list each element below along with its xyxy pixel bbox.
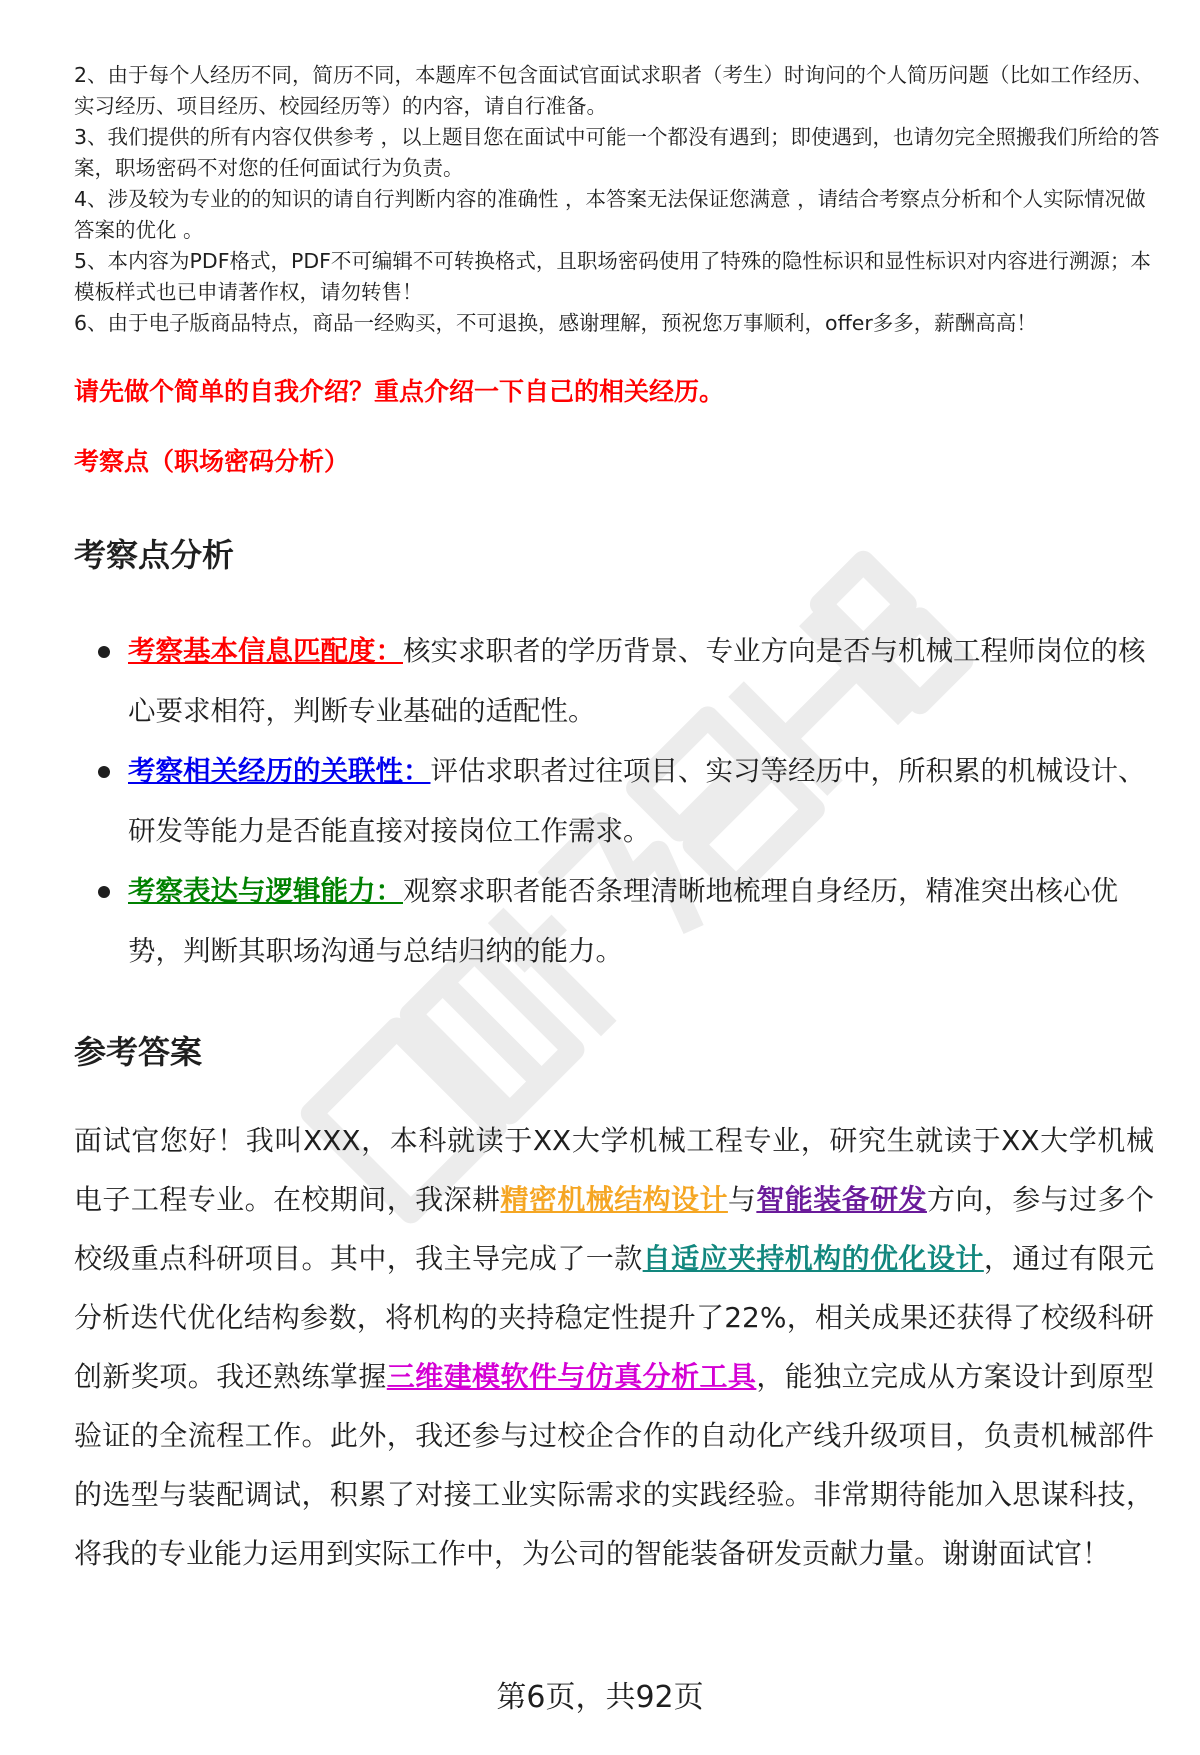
list-item (74, 861, 1154, 981)
point-text: 评估求职者过往项目、实习等经历中，所积累的机械设计、研发等能力是否能直接对接岗位工作需求。 (128, 755, 1146, 847)
bullet-icon (98, 886, 110, 898)
answer-highlight: 三维建模软件与仿真分析工具 (386, 1360, 757, 1393)
answer-text-segment: 面试官您好！我叫XXX，本科就读于XX大学机械工程专业，研究生就读于XX大学机械电子工程专业。在校期间，我深耕 (74, 1124, 1154, 1216)
answer-text-segment: ，通过有限元分析迭代优化结构参数，将机构的夹持稳定性提升了22%，相关成果还获得了校级科研创新奖项。我还熟练掌握 (74, 1242, 1154, 1393)
analysis-subtitle: 考察点（职场密码分析） (74, 447, 350, 476)
answer-text-segment: 方向，参与过多个校级重点科研项目。其中，我主导完成了一款 (74, 1183, 1154, 1275)
answer-highlight: 智能装备研发 (756, 1183, 927, 1216)
note-item: 5、本内容为PDF格式，PDF不可编辑不可转换格式，且职场密码使用了特殊的隐性标识和显性标识对内容进行溯源；本模板样式也已申请著作权，请勿转售！ (74, 249, 1151, 304)
answer-paragraph (74, 1111, 1154, 1583)
point-text: 核实求职者的学历背景、专业方向是否与机械工程师岗位的核心要求相符，判断专业基础的适配性。 (128, 635, 1146, 727)
note-item: 4、涉及较为专业的的知识的请自行判断内容的准确性 ，本答案无法保证您满意 ，请结合考察点分析和个人实际情况做答案的优化 。 (74, 187, 1146, 242)
point-keyword: 考察相关经历的关联性： (128, 755, 431, 787)
answer-text-segment: 与 (727, 1183, 757, 1216)
list-item (74, 621, 1154, 741)
analysis-heading: 考察点分析 (74, 536, 235, 574)
bullet-icon (98, 766, 110, 778)
note-item: 3、我们提供的所有内容仅供参考 ，以上题目您在面试中可能一个都没有遇到；即使遇到，也请勿完全照搬我们所给的答案，职场密码不对您的任何面试行为负责。 (74, 125, 1160, 180)
point-keyword: 考察基本信息匹配度： (128, 635, 403, 667)
answer-text-segment: ，能独立完成从方案设计到原型验证的全流程工作。此外，我还参与过校企合作的自动化产线升级项目，负责机械部件的选型与装配调试，积累了对接工业实际需求的实践经验。非常期待能加入思谋科技，将我的专业能力运用到实际工作中，为公司的智能装备研发贡献力量。谢谢面试官！ (74, 1360, 1154, 1570)
note-item: 6、由于电子版商品特点，商品一经购买，不可退换，感谢理解，预祝您万事顺利，offer多多，薪酬高高！ (74, 311, 1037, 335)
list-item (74, 741, 1154, 861)
answer-highlight: 自适应夹持机构的优化设计 (642, 1242, 984, 1275)
answer-highlight: 精密机械结构设计 (500, 1183, 728, 1216)
interview-question: 请先做个简单的自我介绍？重点介绍一下自己的相关经历。 (74, 377, 725, 406)
point-keyword: 考察表达与逻辑能力： (128, 875, 403, 907)
bullet-icon (98, 646, 110, 658)
disclaimer-notes (74, 60, 1164, 339)
page-number: 第6页，共92页 (496, 1680, 704, 1715)
point-text: 观察求职者能否条理清晰地梳理自身经历，精准突出核心优势，判断其职场沟通与总结归纳的能力。 (128, 875, 1118, 967)
note-item: 2、由于每个人经历不同，简历不同，本题库不包含面试官面试求职者（考生）时询问的个人简历问题（比如工作经历、实习经历、项目经历、校园经历等）的内容，请自行准备。 (74, 63, 1154, 118)
analysis-points (74, 621, 1154, 981)
answer-heading: 参考答案 (74, 1033, 203, 1071)
